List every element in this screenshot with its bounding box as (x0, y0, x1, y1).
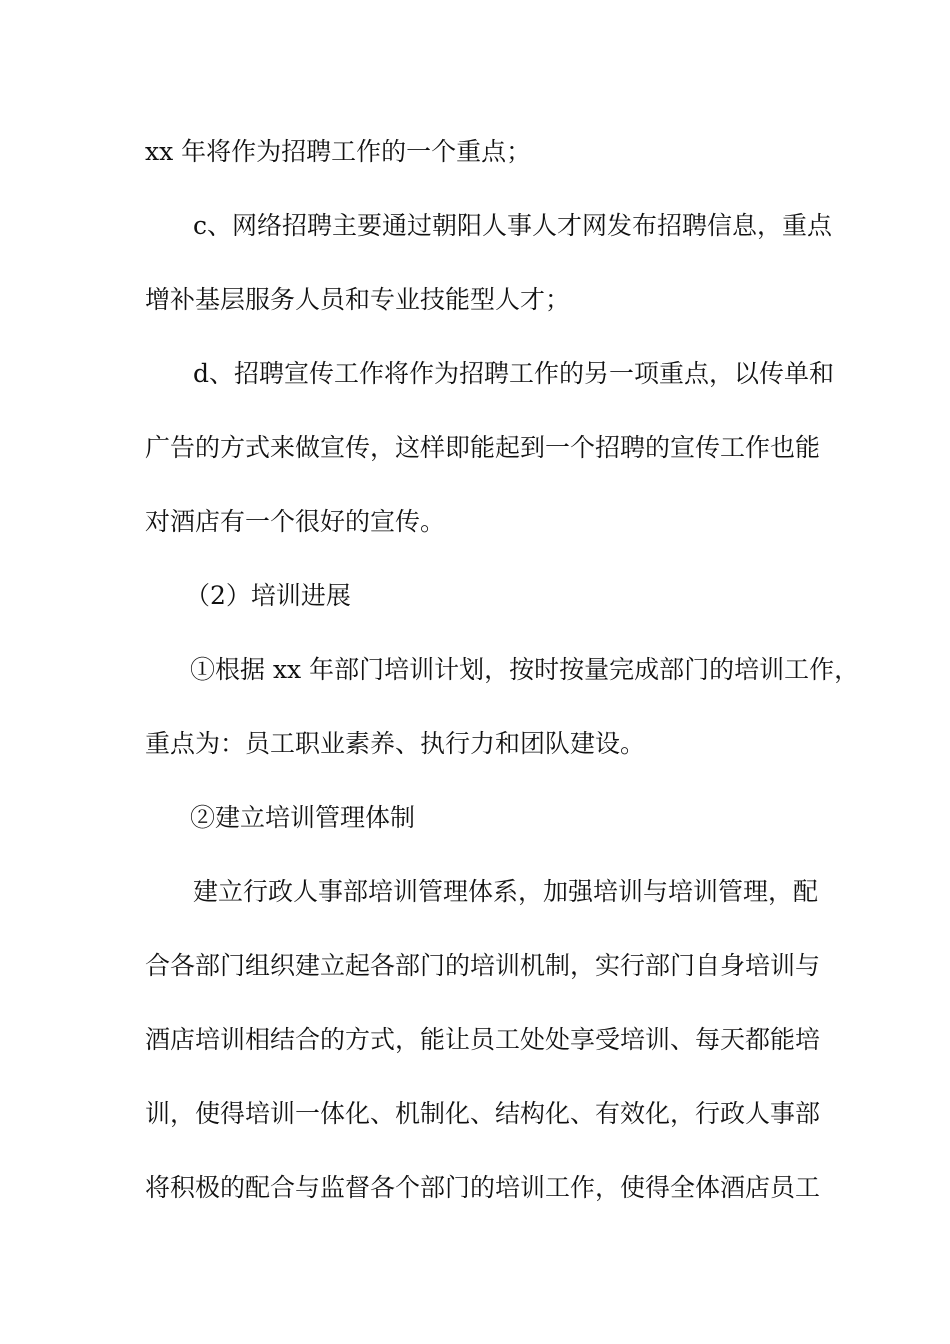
paragraph-line: xx 年将作为招聘工作的一个重点； (145, 137, 532, 166)
paragraph-line: 建立行政人事部培训管理体系，加强培训与培训管理，配 (193, 877, 819, 906)
paragraph-line: ①根据 xx 年部门培训计划，按时按量完成部门的培训工作， (190, 655, 860, 684)
paragraph-line: 重点为：员工职业素养、执行力和团队建设。 (145, 729, 646, 758)
paragraph-line: c、网络招聘主要通过朝阳人事人才网发布招聘信息，重点 (193, 211, 833, 240)
paragraph-line: 对酒店有一个很好的宣传。 (145, 507, 446, 536)
paragraph-line: d、招聘宣传工作将作为招聘工作的另一项重点，以传单和 (193, 359, 835, 388)
paragraph-line: 增补基层服务人员和专业技能型人才； (145, 285, 571, 314)
paragraph-line: 酒店培训相结合的方式，能让员工处处享受培训、每天都能培 (145, 1025, 821, 1054)
paragraph-line: 广告的方式来做宣传，这样即能起到一个招聘的宣传工作也能 (145, 433, 821, 462)
subsection-heading: ②建立培训管理体制 (190, 803, 416, 832)
paragraph-line: 训，使得培训一体化、机制化、结构化、有效化，行政人事部 (145, 1099, 821, 1128)
section-heading: （2）培训进展 (185, 581, 351, 610)
paragraph-line: 将积极的配合与监督各个部门的培训工作，使得全体酒店员工 (145, 1173, 821, 1202)
paragraph-line: 合各部门组织建立起各部门的培训机制，实行部门自身培训与 (145, 951, 821, 980)
